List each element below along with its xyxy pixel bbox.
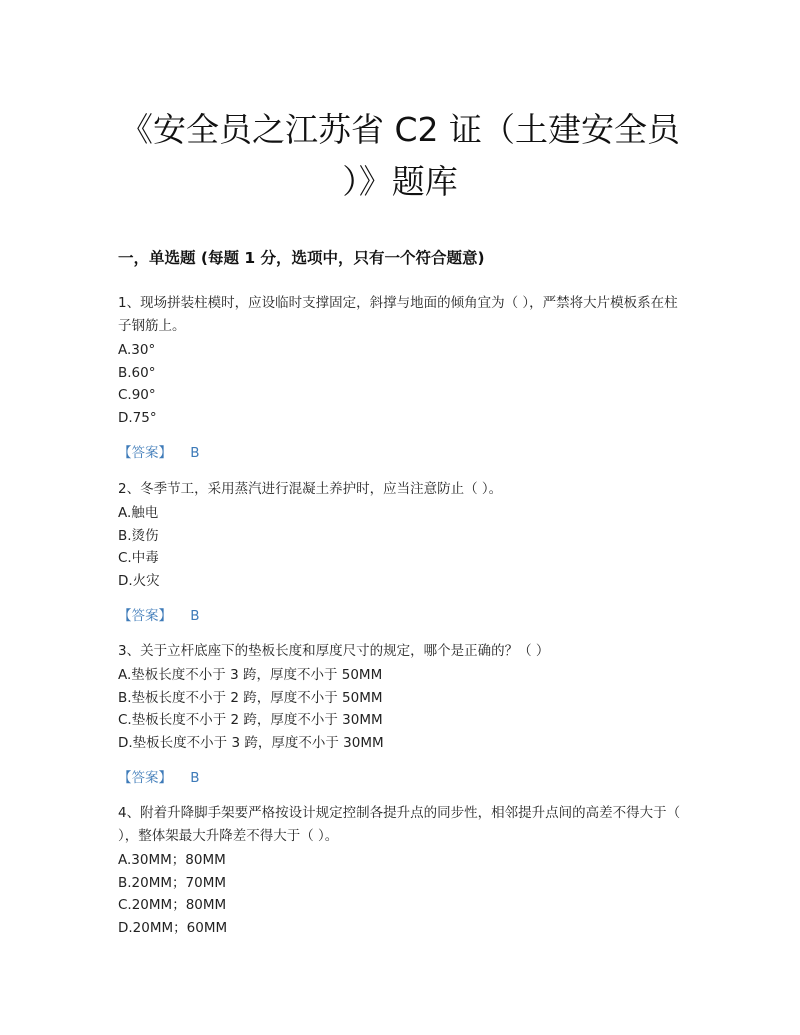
option-c: C.20MM；80MM xyxy=(118,897,227,913)
option-b: B.20MM；70MM xyxy=(118,874,226,891)
answer-line xyxy=(118,605,688,627)
option-d: D.20MM；60MM xyxy=(118,919,228,936)
section-heading: 一，单选题 (每题 1 分，选项中，只有一个符合题意) xyxy=(118,249,485,267)
question-stem: 4、附着升降脚手架要严格按设计规定控制各提升点的同步性，相邻提升点间的高差不得大于（ ），整体架最大升降差不得大于（ ）。 xyxy=(118,805,681,844)
option-d: D.火灾 xyxy=(118,572,160,589)
option-c: C.垫板长度不小于 2 跨，厚度不小于 30MM xyxy=(118,712,383,728)
question-1 xyxy=(118,292,688,464)
answer-line xyxy=(118,767,688,789)
answer-value: B xyxy=(190,445,200,461)
question-stem: 2、冬季节工，采用蒸汽进行混凝土养护时，应当注意防止（ ）。 xyxy=(118,481,503,497)
question-3 xyxy=(118,640,688,789)
answer-label: 【答案】 xyxy=(118,770,172,786)
answer-value: B xyxy=(190,770,200,786)
option-a: A.垫板长度不小于 3 跨，厚度不小于 50MM xyxy=(118,667,383,683)
question-stem: 1、现场拼装柱模时，应设临时支撑固定，斜撑与地面的倾角宜为（ ），严禁将大片模板系在柱子钢筋上。 xyxy=(118,295,678,334)
answer-label: 【答案】 xyxy=(118,445,172,461)
question-stem: 3、关于立杆底座下的垫板长度和厚度尺寸的规定，哪个是正确的？（ ） xyxy=(118,643,550,659)
option-d: D.75° xyxy=(118,409,157,426)
option-a: A.30MM；80MM xyxy=(118,852,226,868)
option-b: B.60° xyxy=(118,364,156,381)
option-b: B.垫板长度不小于 2 跨，厚度不小于 50MM xyxy=(118,689,383,706)
answer-value: B xyxy=(190,608,200,624)
answer-line xyxy=(118,442,688,464)
answer-label: 【答案】 xyxy=(118,608,172,624)
option-a: A.30° xyxy=(118,342,156,358)
document-title: 《安全员之江苏省 C2 证（土建安全员 ）》题库 xyxy=(119,110,681,201)
option-c: C.90° xyxy=(118,387,156,403)
option-a: A.触电 xyxy=(118,505,159,521)
option-c: C.中毒 xyxy=(118,550,159,566)
question-4 xyxy=(118,802,688,939)
question-2 xyxy=(118,478,688,627)
option-b: B.烫伤 xyxy=(118,527,159,544)
option-d: D.垫板长度不小于 3 跨，厚度不小于 30MM xyxy=(118,734,384,751)
